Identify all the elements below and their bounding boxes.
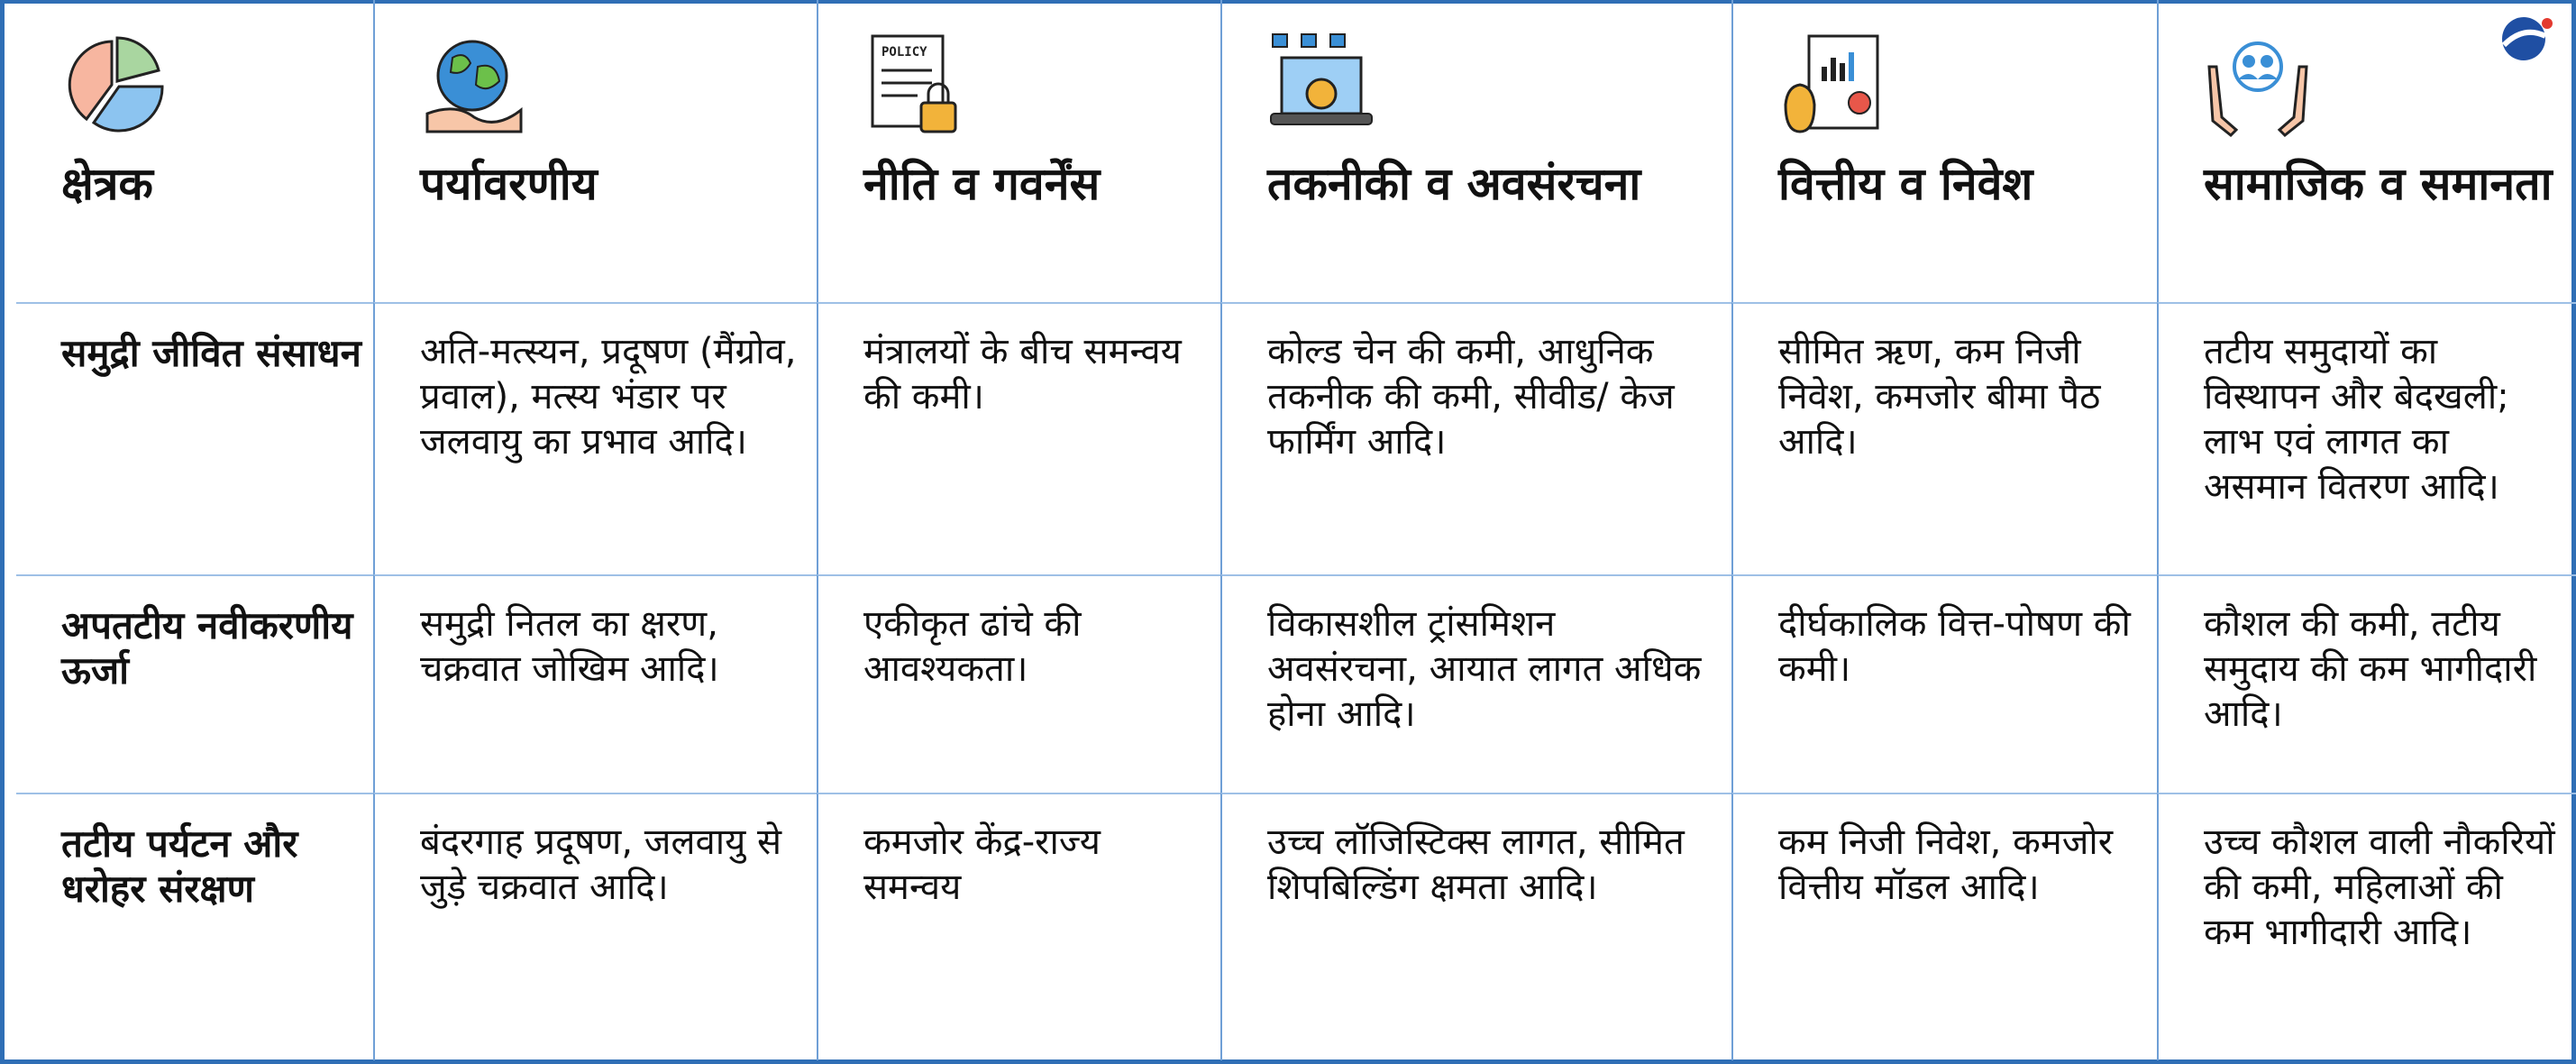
row-1-cell: [373, 302, 817, 574]
header-col-policy: [817, 0, 1220, 302]
row-1-cell: [1731, 302, 2157, 574]
policy-document-lock-icon: [863, 31, 972, 139]
row-1-sector: [16, 302, 373, 574]
cell-text: उच्च लॉजिस्टिक्स लागत, सीमित शिपबिल्डिंग क्षमता आदि।: [1267, 821, 1685, 908]
row-3-cell: [1731, 793, 2157, 1060]
earth-hands-icon: [420, 31, 528, 139]
cell-text: सीमित ऋण, कम निजी निवेश, कमजोर बीमा पैठ आदि।: [1778, 331, 2101, 463]
challenges-table: [16, 0, 2576, 1060]
hands-people-icon: [2204, 31, 2312, 139]
finance-report-moneybag-icon: [1778, 31, 1886, 139]
cell-text: तटीय समुदायों का विस्थापन और बेदखली; लाभ एवं लागत का असमान वितरण आदि।: [2204, 331, 2509, 508]
header-col-label: नीति व गवर्नेंस: [863, 158, 1101, 210]
row-2-cell: [1220, 574, 1731, 793]
header-col-label: वित्तीय व निवेश: [1778, 158, 2033, 210]
sector-name: अपतटीय नवीकरणीय ऊर्जा: [61, 603, 353, 693]
row-2-cell: [373, 574, 817, 793]
cell-text: विकासशील ट्रांसमिशन अवसंरचना, आयात लागत अधिक होना आदि।: [1267, 603, 1702, 735]
row-3-cell: [2157, 793, 2576, 1060]
svg-text:POLICY: POLICY: [882, 45, 927, 60]
header-sector-cell: [16, 0, 373, 302]
cell-text: मंत्रालयों के बीच समन्वय की कमी।: [863, 331, 1182, 417]
header-col-finance: [1731, 0, 2157, 302]
header-col-environmental: [373, 0, 817, 302]
row-1-cell: [817, 302, 1220, 574]
header-sector-label: क्षेत्रक: [61, 158, 153, 210]
row-1-cell: [2157, 302, 2576, 574]
cell-text: अति-मत्स्यन, प्रदूषण (मैंग्रोव, प्रवाल), मत्स्य भंडार पर जलवायु का प्रभाव आदि।: [420, 331, 797, 463]
row-3-cell: [817, 793, 1220, 1060]
row-3-sector: [16, 793, 373, 1060]
row-2-cell: [2157, 574, 2576, 793]
row-3-cell: [373, 793, 817, 1060]
cell-text: कौशल की कमी, तटीय समुदाय की कम भागीदारी आदि।: [2204, 603, 2537, 735]
cell-text: कमजोर केंद्र-राज्य समन्वय: [863, 821, 1101, 908]
sector-name: तटीय पर्यटन और धरोहर संरक्षण: [61, 821, 298, 911]
cell-text: बंदरगाह प्रदूषण, जलवायु से जुड़े चक्रवात आदि।: [420, 821, 782, 908]
cell-text: दीर्घकालिक वित्त-पोषण की कमी।: [1778, 603, 2131, 690]
row-2-cell: [1731, 574, 2157, 793]
header-col-technology: [1220, 0, 1731, 302]
pie-chart-icon: [61, 31, 169, 139]
laptop-gear-network-icon: [1267, 31, 1375, 139]
row-2-cell: [817, 574, 1220, 793]
row-2-sector: [16, 574, 373, 793]
cell-text: एकीकृत ढांचे की आवश्यकता।: [863, 603, 1082, 690]
cell-text: कोल्ड चेन की कमी, आधुनिक तकनीक की कमी, सीवीड/ केज फार्मिंग आदि।: [1267, 331, 1675, 463]
header-col-label: सामाजिक व समानता: [2204, 158, 2553, 210]
row-1-cell: [1220, 302, 1731, 574]
header-col-label: पर्यावरणीय: [420, 158, 598, 210]
cell-text: उच्च कौशल वाली नौकरियों की कमी, महिलाओं की कम भागीदारी आदि।: [2204, 821, 2555, 953]
cell-text: समुद्री नितल का क्षरण, चक्रवात जोखिम आदि।: [420, 603, 719, 690]
sector-name: समुद्री जीवित संसाधन: [61, 331, 361, 375]
cell-text: कम निजी निवेश, कमजोर वित्तीय मॉडल आदि।: [1778, 821, 2114, 908]
row-3-cell: [1220, 793, 1731, 1060]
header-col-social: [2157, 0, 2576, 302]
header-col-label: तकनीकी व अवसंरचना: [1267, 158, 1641, 210]
